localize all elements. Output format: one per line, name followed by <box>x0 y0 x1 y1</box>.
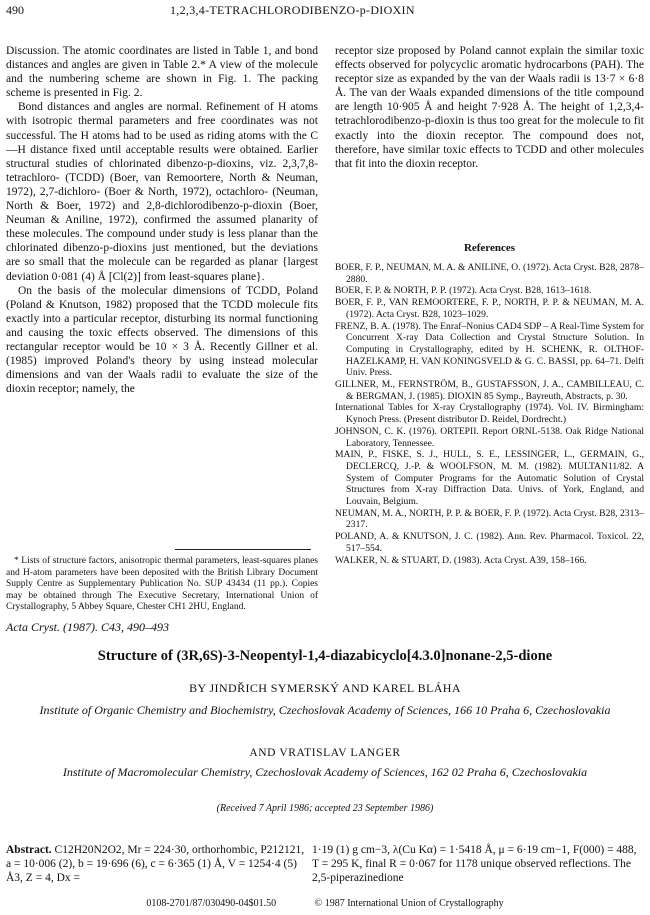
additional-author: AND VRATISLAV LANGER <box>249 747 401 759</box>
reference-item: FRENZ, B. A. (1978). The Enraf–Nonius CAD4 SDP – A Real-Time System for Concurrent X-ray Data Collection and Crystal Structure Solution. In Computing in Crystallography, edited by H. SCHENK, R. OLTHOF-HAZELKAMP, H. VAN KONINGSVELD & G. C. BASSI, pp. 64–71. Delft Univ. Press. <box>335 320 644 379</box>
references-list <box>335 262 644 566</box>
footnote-text: * Lists of structure factors, anisotropic thermal parameters, least-squares planes and H-atom parameters have been deposited with the British Library Document Supply Centre as Supplementary Publication No. SUP 43434 (11 pp.). Copies may be obtained through The Executive Secretary, International Union of Crystallography, 5 Abbey Square, Chester CH1 2HU, England. <box>6 556 318 613</box>
affiliation-1: Institute of Organic Chemistry and Biochemistry, Czechoslovak Academy of Sciences, 166 10 Praha 6, Czechoslovakia <box>39 703 611 717</box>
right-column <box>335 44 644 171</box>
abstract-label: Abstract. <box>6 844 52 856</box>
footer-copyright: © 1987 International Union of Crystallography <box>314 898 504 909</box>
affiliation-2: Institute of Macromolecular Chemistry, Czechoslovak Academy of Sciences, 162 02 Praha 6, Czechoslovakia <box>62 765 588 779</box>
reference-item: BOER, F. P., VAN REMOORTERE, F. P., NORTH, P. P. & NEUMAN, M. A. (1972). Acta Cryst. B28, 1023–1029. <box>335 297 644 320</box>
body-paragraph: receptor size proposed by Poland cannot explain the similar toxic effects observed for polycyclic aromatic hydrocarbons (PAH). The receptor size as expanded by the van der Waals radii is 13·7 × 6·8 Å. The van der Waals expanded dimensions of the title compound are length 10·905 Å and height 7·928 Å. The height of 1,2,3,4-tetrachlorodibenzo-p-dioxin is thus too great for the molecule to fit exactly into the dioxin receptor. The compound does not, therefore, have similar toxic effects to TCDD and other molecules that fit into the dioxin receptor. <box>335 45 644 170</box>
left-column <box>6 44 318 396</box>
journal-citation: Acta Cryst. (1987). C43, 490–493 <box>6 620 169 634</box>
page-footer <box>0 898 650 909</box>
body-paragraph: Bond distances and angles are normal. Refinement of H atoms with isotropic thermal parameters and free coordinates was not successful. The H atoms had to be used as riding atoms with the C—H distance fixed until acceptable results were obtained. Earlier structural studies of chlorinated dibenzo-p-dioxins, viz. 2,3,7,8-tetrachloro- (TCDD) (Boer, van Remoortere, North & Neuman, 1972), 2,7-dichloro- (Boer & North, 1972), octachloro- (Neuman, North & Boer, 1972) and 2,8-dichlorodibenzo-p-dioxin (Boer, Neuman & Aniline, 1972), confirmed the assumed planarity of these molecules. The compound under study is less planar than the chlorinated dibenzo-p-dioxins just mentioned, but the deviations are so small that the molecule can be regarded as planar {largest deviation 0·081 (4) Å [Cl(2)] from least-squares plane}. <box>6 101 318 283</box>
abstract-text-right: 1·19 (1) g cm−3, λ(Cu Kα) = 1·5418 Å, μ = 6·19 cm−1, F(000) = 488, T = 295 K, final R = 0·067 for 1178 unique observed reflections. The 2,5-piperazinedione <box>312 844 637 885</box>
abstract-left <box>6 843 306 886</box>
page-number: 490 <box>6 3 24 17</box>
reference-item: GILLNER, M., FERNSTRÖM, B., GUSTAFSSON, J. A., CAMBILLEAU, C. & BERGMAN, J. (1985). DIOXIN 85 Symp., Bayreuth, Abstracts, p. 30. <box>335 379 644 402</box>
reference-item: JOHNSON, C. K. (1976). ORTEPII. Report ORNL-5138. Oak Ridge National Laboratory, Tennessee. <box>335 425 644 449</box>
running-title: 1,2,3,4-TETRACHLORODIBENZO-p-DIOXIN <box>170 3 415 17</box>
abstract-text-left: C12H20N2O2, Mr = 224·30, orthorhombic, P212121, a = 10·006 (2), b = 19·696 (6), c = 6·365 (1) Å, V = 1254·4 (5) Å3, Z = 4, Dx = <box>6 844 305 885</box>
reference-item: BOER, F. P. & NORTH, P. P. (1972). Acta Cryst. B28, 1613–1618. <box>335 285 592 297</box>
references-heading: References <box>463 242 516 254</box>
discussion-paragraph: Discussion. The atomic coordinates are listed in Table 1, and bond distances and angles are given in Table 2.* A view of the molecule and the numbering scheme are shown in Fig. 1. The packing scheme is presented in Fig. 2. <box>6 45 318 100</box>
body-paragraph: On the basis of the molecular dimensions of TCDD, Poland (Poland & Knutson, 1982) proposed that the TCDD molecule fits exactly into a particular receptor, disturbing its normal functioning and causing the toxic effects observed. The dimensions of this rectangular receptor would be 10 × 3 Å. Recently Gillner et al. (1985) improved Poland's theory by using instead molecular dimensions and van der Waals radii to evaluate the size of the dioxin receptor; namely, the <box>6 284 318 396</box>
footnote <box>6 556 318 614</box>
reference-item: MAIN, P., FISKE, S. J., HULL, S. E., LESSINGER, L., GERMAIN, G., DECLERCQ, J.-P. & WOOLFSON, M. M. (1982). MULTAN11/82. A System of Computer Programs for the Automatic Solution of Crystal Structures from X-ray Diffraction Data. Univs. of York, England, and Louvain, Belgium. <box>335 449 644 508</box>
abstract-right <box>312 843 644 886</box>
received-dates: (Received 7 April 1986; accepted 23 September 1986) <box>216 803 434 814</box>
reference-item: POLAND, A. & KNUTSON, J. C. (1982). Ann. Rev. Pharmacol. Toxicol. 22, 517–554. <box>335 531 644 554</box>
reference-item: International Tables for X-ray Crystallography (1974). Vol. IV. Birmingham: Kynoch Press. (Present distributor D. Reidel, Dordrecht.) <box>335 402 644 426</box>
reference-item: BOER, F. P., NEUMAN, M. A. & ANILINE, O. (1972). Acta Cryst. B28, 2878–2880. <box>335 262 644 285</box>
footer-code: 0108-2701/87/030490-04$01.50 <box>146 898 277 909</box>
footnote-rule <box>175 549 311 550</box>
reference-item: NEUMAN, M. A., NORTH, P. P. & BOER, F. P. (1972). Acta Cryst. B28, 2313–2317. <box>335 507 644 531</box>
article-title: Structure of (3R,6S)-3-Neopentyl-1,4-diazabicyclo[4.3.0]nonane-2,5-dione <box>97 648 553 664</box>
reference-item: WALKER, N. & STUART, D. (1983). Acta Cryst. A39, 158–166. <box>335 554 587 566</box>
article-authors: BY JINDŘICH SYMERSKÝ AND KAREL BLÁHA <box>189 681 461 695</box>
